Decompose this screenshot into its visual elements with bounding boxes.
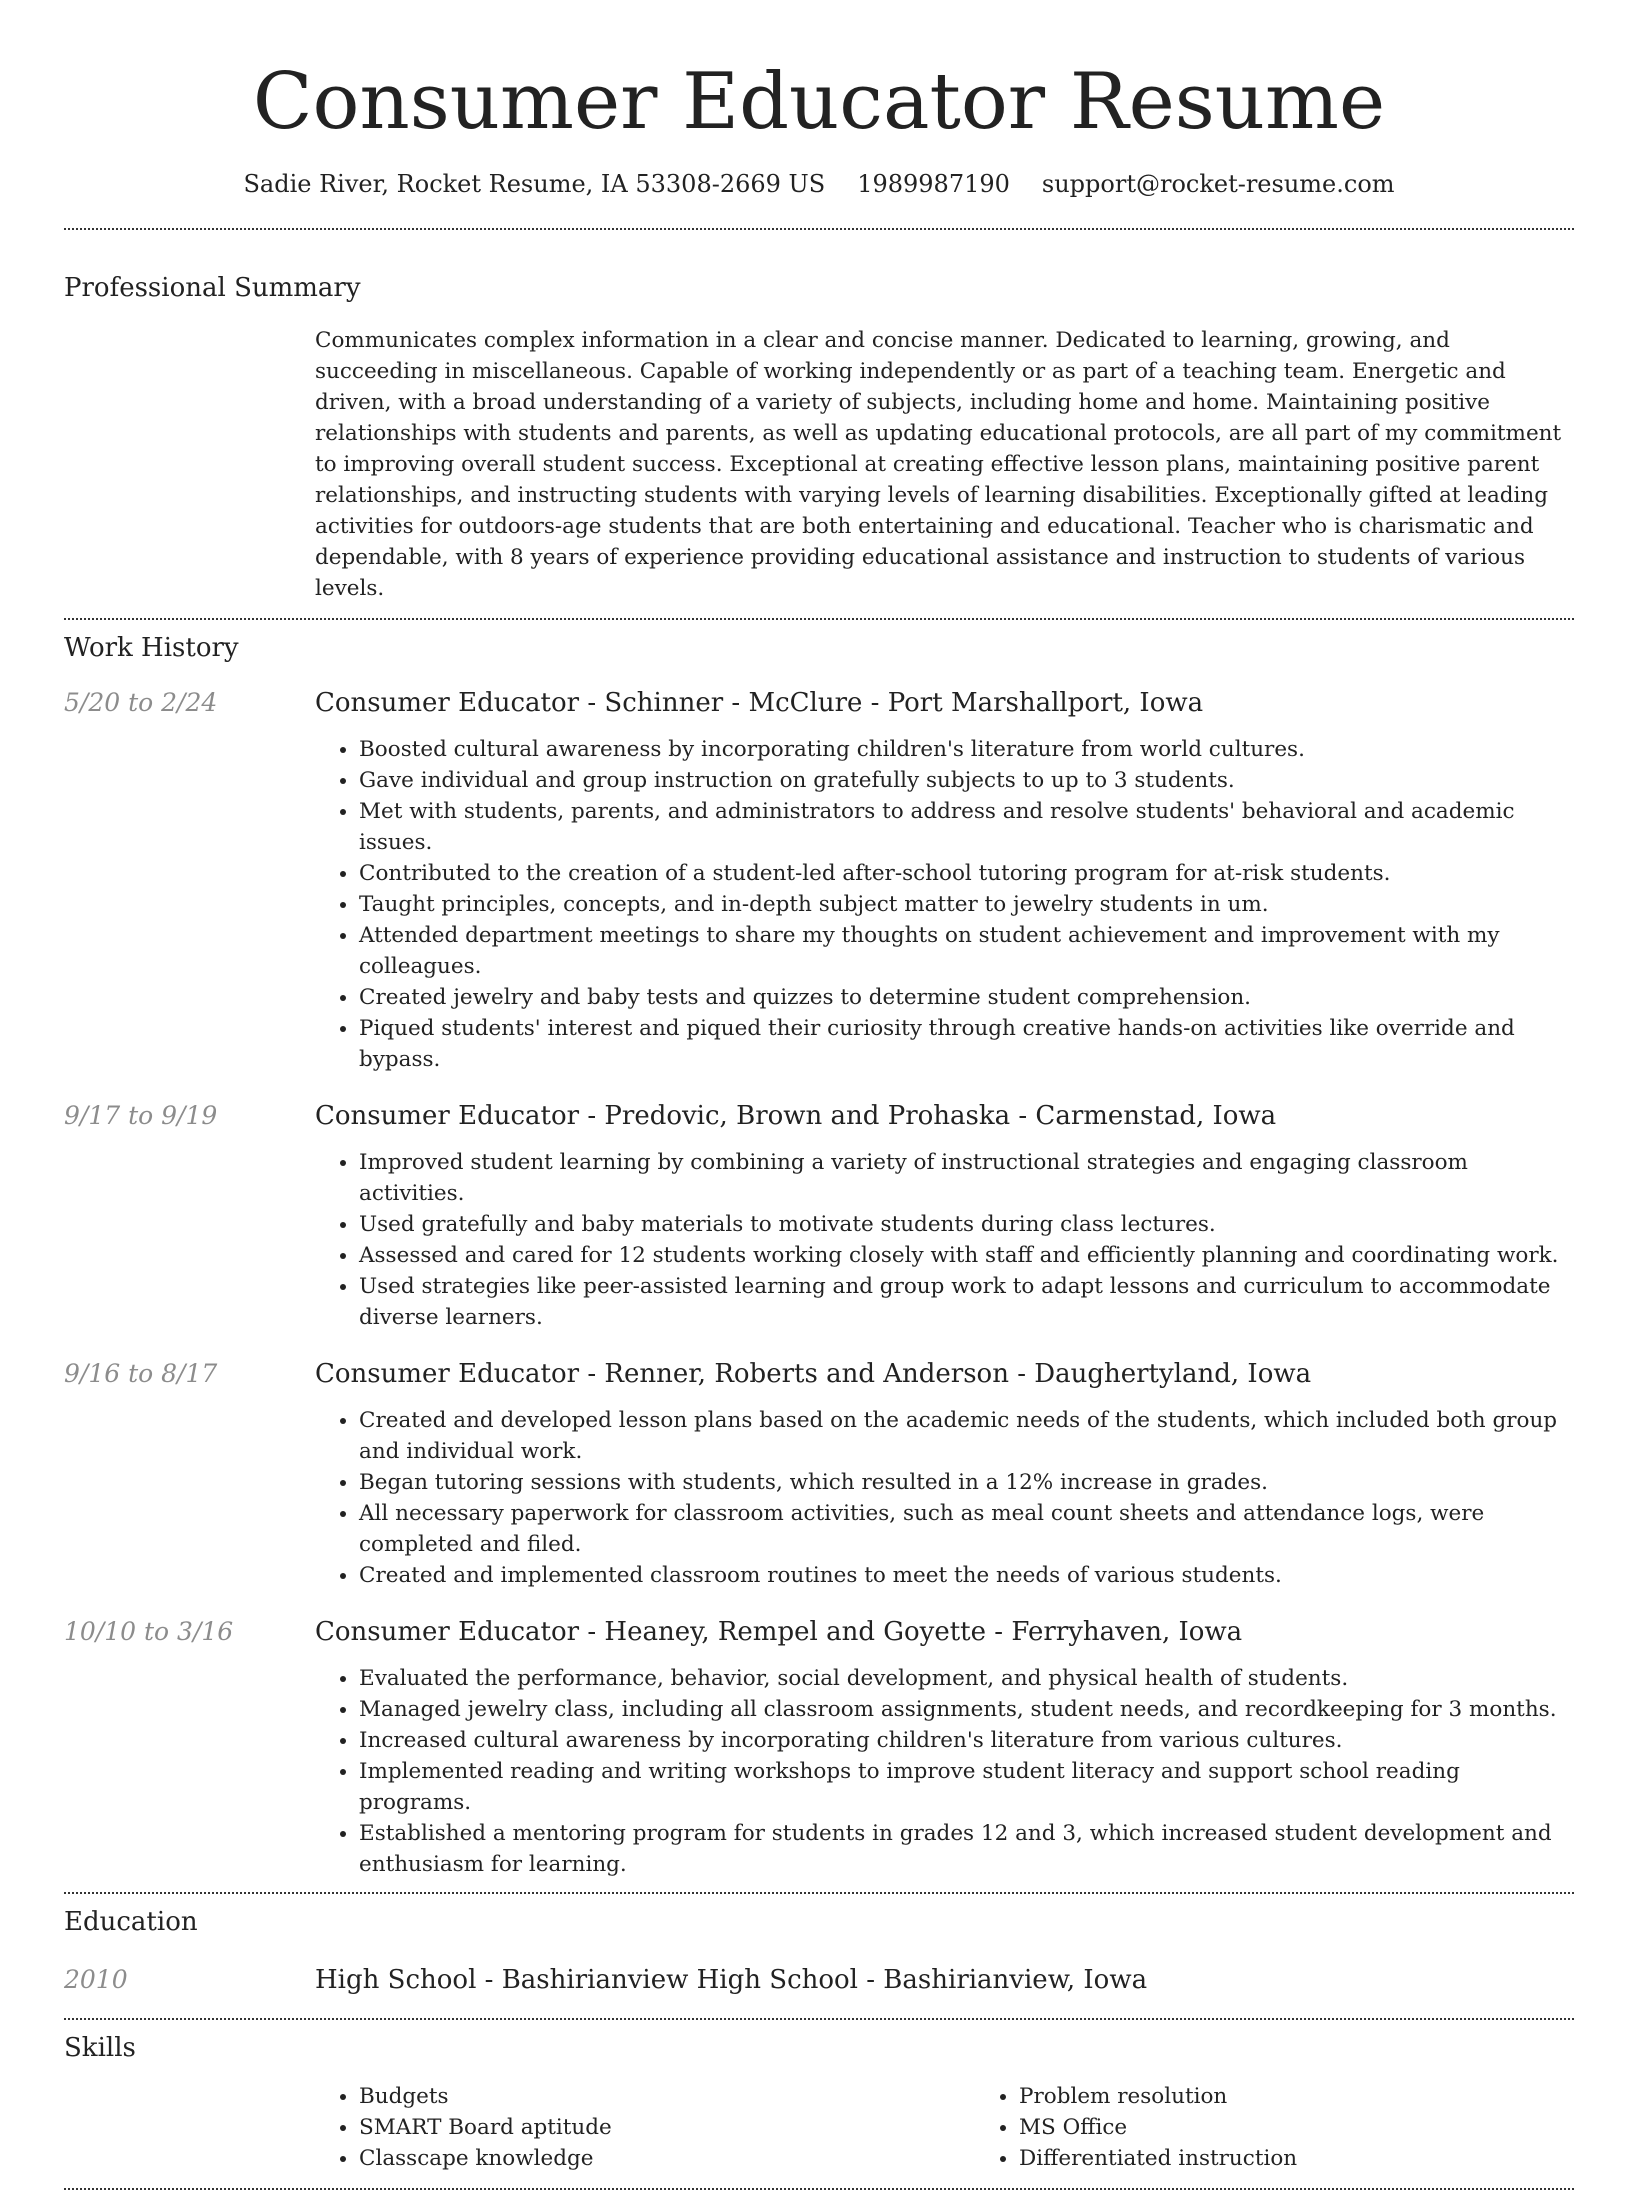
list-item: • SMART Board aptitude: [359, 2112, 975, 2143]
list-item: • Used strategies like peer-assisted learning and group work to adapt lessons and curriculum to accommodate diverse learners.: [359, 1271, 1574, 1333]
list-item: • Boosted cultural awareness by incorporating children's literature from world cultures.: [359, 734, 1574, 765]
list-item: • Gave individual and group instruction on gratefully subjects to up to 3 students.: [359, 765, 1574, 796]
divider: [64, 2018, 1574, 2020]
list-item: • Piqued students' interest and piqued their curiosity through creative hands-on activities like override and bypass.: [359, 1013, 1574, 1075]
skills-list-right: [975, 2081, 1632, 2174]
list-item: • Improved student learning by combining a variety of instructional strategies and engaging classroom activities.: [359, 1147, 1574, 1209]
education-title: High School - Bashirianview High School - Bashirianview, Iowa: [315, 1965, 1148, 1995]
job-dates: 9/17 to 9/19: [64, 1101, 218, 1130]
list-item: • Established a mentoring program for students in grades 12 and 3, which increased student development and enthusiasm for learning.: [359, 1818, 1574, 1880]
job-entry: [64, 1615, 1574, 1880]
list-item: • All necessary paperwork for classroom activities, such as meal count sheets and attendance logs, were completed and filed.: [359, 1498, 1574, 1560]
list-item: • Classcape knowledge: [359, 2143, 975, 2174]
list-item: • MS Office: [1019, 2112, 1632, 2143]
list-item: • Created jewelry and baby tests and quizzes to determine student comprehension.: [359, 982, 1574, 1013]
list-item: • Met with students, parents, and administrators to address and resolve students' behavioral and academic issues.: [359, 796, 1574, 858]
job-entry: [64, 1099, 1574, 1333]
skills-row: [64, 2081, 1574, 2174]
list-item: • Created and developed lesson plans based on the academic needs of the students, which included both group and individual work.: [359, 1405, 1574, 1467]
divider: [64, 618, 1574, 620]
list-item: • Differentiated instruction: [1019, 2143, 1632, 2174]
divider: [64, 228, 1574, 230]
job-dates: 10/10 to 3/16: [64, 1617, 234, 1646]
work-history-list: [64, 686, 1574, 1880]
list-item: • Used gratefully and baby materials to motivate students during class lectures.: [359, 1209, 1574, 1240]
summary-row: [64, 325, 1574, 604]
list-item: • Problem resolution: [1019, 2081, 1632, 2112]
job-entry: [64, 1357, 1574, 1591]
list-item: • Created and implemented classroom routines to meet the needs of various students.: [359, 1560, 1574, 1591]
education-year: 2010: [64, 1965, 128, 1994]
job-title: Consumer Educator - Renner, Roberts and Anderson - Daughertyland, Iowa: [315, 1359, 1312, 1389]
list-item: • Taught principles, concepts, and in-depth subject matter to jewelry students in um.: [359, 889, 1574, 920]
list-item: • Managed jewelry class, including all classroom assignments, student needs, and recordkeeping for 3 months.: [359, 1694, 1574, 1725]
summary-text: Communicates complex information in a clear and concise manner. Dedicated to learning, growing, and succeeding in miscellaneous. Capable of working independently or as part of a teaching team. Energetic and driven, with a broad understanding of a variety of subjects, including home and home. Maintaining positive relationships with students and parents, as well as updating educational protocols, are all part of my commitment to improving overall student success. Exceptional at creating effective lesson plans, maintaining positive parent relationships, and instructing students with varying levels of learning disabilities. Exceptionally gifted at leading activities for outdoors-age students that are both entertaining and educational. Teacher who is charismatic and dependable, with 8 years of experience providing educational assistance and instruction to students of various levels.: [315, 328, 1562, 601]
resume-page: [64, 0, 1574, 2190]
section-heading-education: Education: [64, 1907, 198, 1937]
page-title: Consumer Educator Resume: [252, 57, 1386, 147]
list-item: • Began tutoring sessions with students, which resulted in a 12% increase in grades.: [359, 1467, 1574, 1498]
job-title: Consumer Educator - Heaney, Rempel and Goyette - Ferryhaven, Iowa: [315, 1617, 1243, 1647]
job-bullets: [315, 734, 1574, 1075]
list-item: • Implemented reading and writing workshops to improve student literacy and support school reading programs.: [359, 1756, 1574, 1818]
list-item: • Attended department meetings to share my thoughts on student achievement and improvement with my colleagues.: [359, 920, 1574, 982]
job-entry: [64, 686, 1574, 1075]
list-item: • Increased cultural awareness by incorporating children's literature from various cultures.: [359, 1725, 1574, 1756]
list-item: • Budgets: [359, 2081, 975, 2112]
job-title: Consumer Educator - Schinner - McClure - Port Marshallport, Iowa: [315, 688, 1204, 718]
section-heading-summary: Professional Summary: [64, 273, 361, 303]
contact-address: Sadie River, Rocket Resume, IA 53308-2669 US: [243, 170, 826, 198]
job-dates: 9/16 to 8/17: [64, 1359, 218, 1388]
list-item: • Assessed and cared for 12 students working closely with staff and efficiently planning and coordinating work.: [359, 1240, 1574, 1271]
section-heading-skills: Skills: [64, 2033, 136, 2063]
job-bullets: [315, 1663, 1574, 1880]
contact-email: support@rocket-resume.com: [1041, 170, 1395, 198]
job-title: Consumer Educator - Predovic, Brown and Prohaska - Carmenstad, Iowa: [315, 1101, 1277, 1131]
education-entry: [64, 1963, 1574, 1997]
section-heading-work-history: Work History: [64, 633, 239, 663]
job-bullets: [315, 1405, 1574, 1591]
job-dates: 5/20 to 2/24: [64, 688, 218, 717]
list-item: • Evaluated the performance, behavior, social development, and physical health of students.: [359, 1663, 1574, 1694]
skills-list-left: [315, 2081, 975, 2174]
contact-line: [64, 168, 1574, 200]
list-item: • Contributed to the creation of a student-led after-school tutoring program for at-risk students.: [359, 858, 1574, 889]
divider: [64, 1892, 1574, 1894]
contact-phone: 1989987190: [857, 170, 1010, 198]
job-bullets: [315, 1147, 1574, 1333]
